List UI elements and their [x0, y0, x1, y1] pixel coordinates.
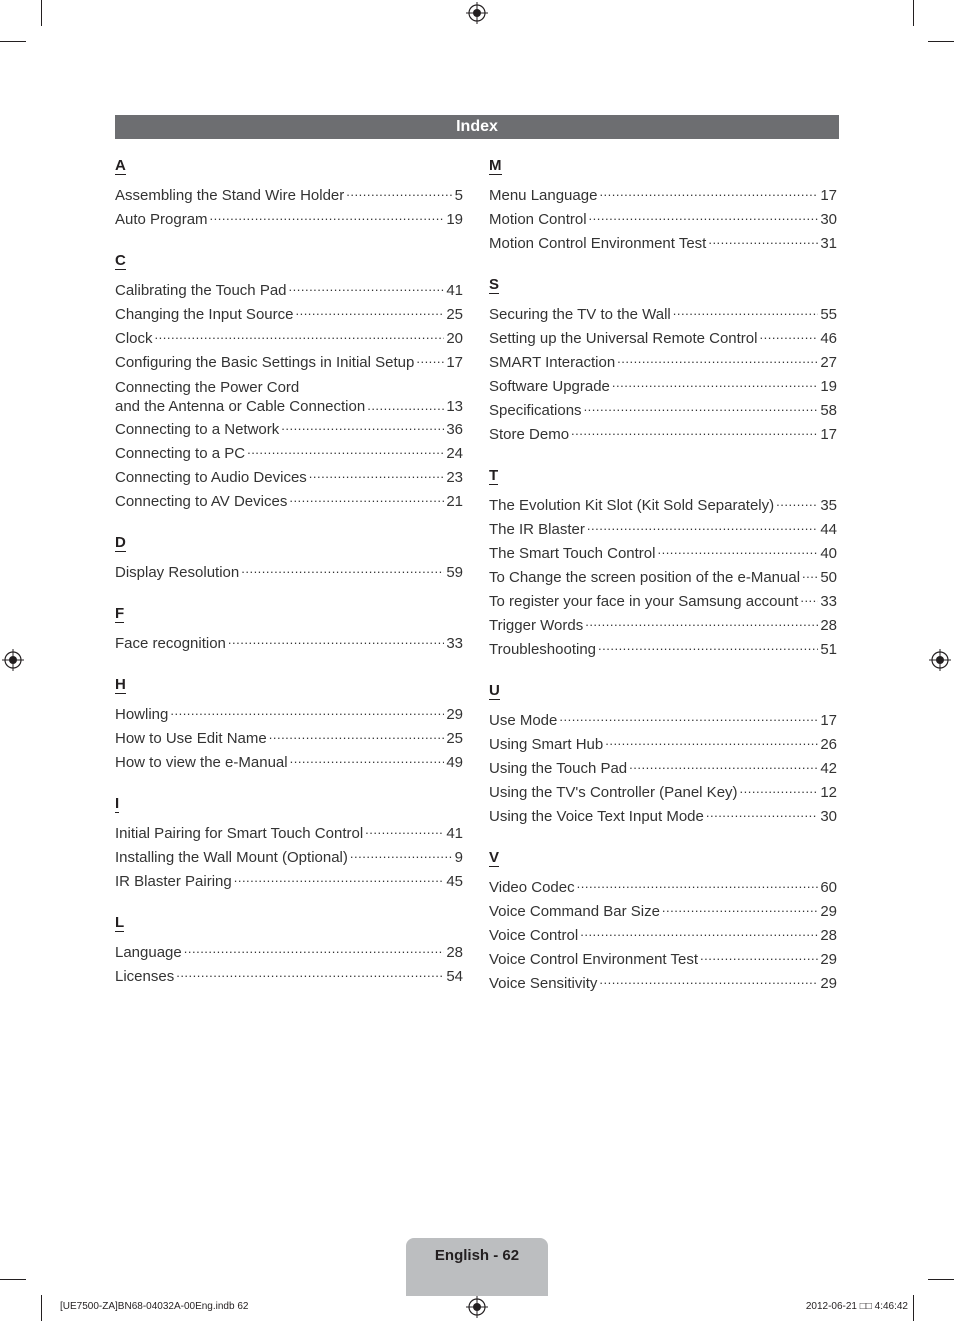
entry-text: Auto Program [115, 211, 208, 228]
page-ref: 29 [446, 706, 463, 723]
page-ref: 29 [820, 903, 837, 920]
index-entry[interactable] [489, 900, 837, 924]
index-entry[interactable] [489, 781, 837, 805]
entry-text: IR Blaster Pairing [115, 873, 232, 890]
crop-mark [928, 1279, 954, 1280]
dot-leader [346, 186, 452, 200]
entry-text: Voice Command Bar Size [489, 903, 660, 920]
page-ref: 33 [446, 635, 463, 652]
dot-leader [585, 616, 818, 630]
page-ref: 41 [446, 282, 463, 299]
entry-text: Connecting the Power Cord [115, 379, 300, 396]
page-ref: 36 [446, 421, 463, 438]
dot-leader [587, 520, 818, 534]
dot-leader [776, 496, 818, 510]
dot-leader [599, 186, 818, 200]
index-entry[interactable] [115, 378, 463, 416]
index-section [489, 467, 837, 662]
dot-leader [269, 729, 445, 743]
page-ref: 49 [446, 754, 463, 771]
index-section [115, 252, 463, 514]
crop-mark [913, 1295, 914, 1321]
section-letter: A [115, 157, 126, 174]
section-letter: C [115, 252, 126, 269]
entry-text: Licenses [115, 968, 175, 985]
dot-leader [584, 401, 819, 415]
dot-leader [309, 468, 445, 482]
index-entry[interactable] [115, 561, 463, 585]
dot-leader [617, 353, 818, 367]
dot-leader [295, 305, 444, 319]
entry-text: Face recognition [115, 635, 226, 652]
section-letter: U [489, 682, 500, 699]
page-ref: 30 [820, 808, 837, 825]
page-ref: 54 [446, 968, 463, 985]
print-timestamp: 2012-06-21 □□ 4:46:42 [805, 1301, 908, 1312]
page-ref: 12 [820, 784, 837, 801]
index-section [115, 914, 463, 989]
entry-text: SMART Interaction [489, 354, 616, 371]
section-letter: D [115, 534, 126, 551]
index-entry[interactable] [489, 303, 837, 327]
index-entry[interactable] [115, 327, 463, 351]
index-entry[interactable] [489, 972, 837, 996]
entry-text: Calibrating the Touch Pad [115, 282, 287, 299]
entry-text: Configuring the Basic Settings in Initial Setup [115, 354, 415, 371]
dot-leader [708, 234, 818, 248]
page-ref: 24 [446, 445, 463, 462]
entry-text: To register your face in your Samsung account [489, 593, 799, 610]
index-entry[interactable] [489, 494, 837, 518]
index-section [489, 276, 837, 447]
dot-leader [612, 377, 818, 391]
page-ref: 25 [446, 730, 463, 747]
dot-leader [290, 753, 445, 767]
entry-text: Clock [115, 330, 153, 347]
index-entry[interactable] [489, 924, 837, 948]
index-entry[interactable] [115, 846, 463, 870]
dot-leader [241, 563, 444, 577]
index-entry[interactable] [115, 941, 463, 965]
entry-text: How to Use Edit Name [115, 730, 267, 747]
page-ref: 21 [446, 493, 463, 510]
index-section [115, 795, 463, 894]
crop-mark [0, 1279, 26, 1280]
index-entry[interactable] [489, 351, 837, 375]
entry-text: The Evolution Kit Slot (Kit Sold Separately) [489, 497, 775, 514]
dot-leader [599, 974, 818, 988]
section-letter: M [489, 157, 502, 174]
dot-leader [759, 329, 818, 343]
entry-text: Using the TV's Controller (Panel Key) [489, 784, 738, 801]
dot-leader [571, 425, 818, 439]
registration-mark-icon [2, 649, 24, 671]
page-ref: 17 [820, 426, 837, 443]
index-section [115, 605, 463, 656]
index-entry[interactable] [115, 632, 463, 656]
registration-mark-icon [466, 2, 488, 24]
index-column-left [115, 157, 463, 1009]
dot-leader [577, 878, 819, 892]
index-entry[interactable] [115, 751, 463, 775]
registration-mark-icon [929, 649, 951, 671]
crop-mark [928, 41, 954, 42]
page-ref: 44 [820, 521, 837, 538]
dot-leader [350, 848, 453, 862]
index-entry[interactable] [489, 566, 837, 590]
index-entry[interactable] [115, 703, 463, 727]
index-section [489, 682, 837, 829]
index-entry[interactable] [115, 822, 463, 846]
page-ref: 29 [820, 951, 837, 968]
page-number: English - 62 [434, 1247, 520, 1264]
dot-leader [605, 735, 818, 749]
page-number-tab [406, 1238, 548, 1296]
dot-leader [580, 926, 818, 940]
entry-text: Assembling the Stand Wire Holder [115, 187, 345, 204]
page-title: Index [115, 115, 839, 139]
index-entry[interactable] [489, 590, 837, 614]
entry-text: Voice Sensitivity [489, 975, 598, 992]
index-entry[interactable] [115, 418, 463, 442]
index-entry[interactable] [489, 184, 837, 208]
index-section [115, 676, 463, 775]
page-ref: 60 [820, 879, 837, 896]
entry-text: Setting up the Universal Remote Control [489, 330, 758, 347]
dot-leader [367, 397, 444, 411]
index-entry[interactable] [115, 303, 463, 327]
dot-leader [740, 783, 819, 797]
page-ref: 55 [820, 306, 837, 323]
entry-text: Using the Voice Text Input Mode [489, 808, 704, 825]
entry-text: Changing the Input Source [115, 306, 294, 323]
dot-leader [289, 492, 444, 506]
page-ref: 59 [446, 564, 463, 581]
dot-leader [662, 902, 818, 916]
index-entry[interactable] [489, 208, 837, 232]
entry-text: Installing the Wall Mount (Optional) [115, 849, 348, 866]
page-ref: 17 [446, 354, 463, 371]
crop-mark [41, 0, 42, 26]
dot-leader [673, 305, 819, 319]
crop-mark [0, 41, 26, 42]
page-ref: 20 [446, 330, 463, 347]
section-letter: V [489, 849, 500, 866]
entry-text: Specifications [489, 402, 582, 419]
section-letter: I [115, 795, 120, 812]
index-entry[interactable] [489, 638, 837, 662]
dot-leader [234, 872, 445, 886]
page-ref: 29 [820, 975, 837, 992]
dot-leader [589, 210, 819, 224]
page-ref: 58 [820, 402, 837, 419]
entry-text: Using the Touch Pad [489, 760, 628, 777]
entry-text: The IR Blaster [489, 521, 585, 538]
page-ref: 23 [446, 469, 463, 486]
entry-text: Connecting to AV Devices [115, 493, 288, 510]
entry-text: Store Demo [489, 426, 570, 443]
index-entry[interactable] [489, 232, 837, 256]
index-entry[interactable] [115, 965, 463, 989]
index-entry[interactable] [489, 805, 837, 829]
entry-text: Voice Control [489, 927, 579, 944]
index-section [489, 157, 837, 256]
entry-text: Software Upgrade [489, 378, 610, 395]
registration-mark-icon [466, 1296, 488, 1318]
entry-text: Troubleshooting [489, 641, 597, 658]
page-ref: 41 [446, 825, 463, 842]
index-section [489, 849, 837, 996]
section-letter: L [115, 914, 125, 931]
crop-mark [913, 0, 914, 26]
index-entry[interactable] [489, 518, 837, 542]
index-section [115, 534, 463, 585]
index-entry[interactable] [489, 327, 837, 351]
dot-leader [706, 807, 818, 821]
entry-text: To Change the screen position of the e-Manual [489, 569, 801, 586]
dot-leader [559, 711, 818, 725]
crop-mark [41, 1295, 42, 1321]
dot-leader [800, 592, 818, 606]
page-ref: 45 [446, 873, 463, 890]
entry-text: Connecting to a PC [115, 445, 246, 462]
index-section [115, 157, 463, 232]
entry-text: Language [115, 944, 182, 961]
page-ref: 35 [820, 497, 837, 514]
index-entry[interactable] [115, 466, 463, 490]
page-ref: 28 [820, 617, 837, 634]
dot-leader [281, 420, 444, 434]
index-entry[interactable] [489, 709, 837, 733]
index-entry[interactable] [489, 948, 837, 972]
index-entry[interactable] [115, 727, 463, 751]
page-ref: 25 [446, 306, 463, 323]
file-info: [UE7500-ZA]BN68-04032A-00Eng.indb 62 [60, 1301, 249, 1312]
index-entry[interactable] [489, 542, 837, 566]
index-entry[interactable] [115, 870, 463, 894]
index-entry[interactable] [115, 351, 463, 375]
entry-text: Howling [115, 706, 169, 723]
index-entry[interactable] [489, 614, 837, 638]
page-ref: 13 [446, 398, 463, 415]
index-entry[interactable] [489, 399, 837, 423]
page-ref: 9 [454, 849, 463, 866]
index-entry[interactable] [115, 184, 463, 208]
page-ref: 33 [820, 593, 837, 610]
index-column-right [489, 157, 837, 1016]
dot-leader [657, 544, 818, 558]
index-entry[interactable] [489, 733, 837, 757]
page-ref: 17 [820, 187, 837, 204]
index-entry[interactable] [489, 423, 837, 447]
entry-text: Using Smart Hub [489, 736, 604, 753]
entry-text: Securing the TV to the Wall [489, 306, 671, 323]
entry-text: Motion Control Environment Test [489, 235, 707, 252]
section-letter: F [115, 605, 125, 622]
index-entry[interactable] [489, 757, 837, 781]
dot-leader [176, 967, 444, 981]
entry-text: Connecting to Audio Devices [115, 469, 307, 486]
dot-leader [228, 634, 444, 648]
page-ref: 50 [820, 569, 837, 586]
entry-text: Use Mode [489, 712, 558, 729]
page-ref: 27 [820, 354, 837, 371]
page-ref: 26 [820, 736, 837, 753]
index-entry[interactable] [115, 208, 463, 232]
section-letter: H [115, 676, 126, 693]
dot-leader [416, 353, 444, 367]
entry-text: Trigger Words [489, 617, 584, 634]
page-ref: 19 [820, 378, 837, 395]
dot-leader [170, 705, 444, 719]
page-ref: 5 [454, 187, 463, 204]
page-ref: 28 [446, 944, 463, 961]
dot-leader [802, 568, 818, 582]
page-ref: 31 [820, 235, 837, 252]
page-ref: 40 [820, 545, 837, 562]
entry-text: Connecting to a Network [115, 421, 280, 438]
dot-leader [629, 759, 818, 773]
page-ref: 28 [820, 927, 837, 944]
dot-leader [700, 950, 818, 964]
index-entry[interactable] [489, 876, 837, 900]
index-entry[interactable] [115, 490, 463, 514]
dot-leader [210, 210, 445, 224]
dot-leader [365, 824, 444, 838]
dot-leader [598, 640, 818, 654]
page-ref: 17 [820, 712, 837, 729]
page-ref: 42 [820, 760, 837, 777]
section-letter: T [489, 467, 499, 484]
entry-text: Motion Control [489, 211, 587, 228]
entry-text: Video Codec [489, 879, 575, 896]
page-ref: 51 [820, 641, 837, 658]
entry-text: Voice Control Environment Test [489, 951, 698, 968]
index-entry[interactable] [115, 442, 463, 466]
entry-text: The Smart Touch Control [489, 545, 656, 562]
index-entry[interactable] [489, 375, 837, 399]
dot-leader [155, 329, 445, 343]
dot-leader [184, 943, 445, 957]
entry-text: Initial Pairing for Smart Touch Control [115, 825, 364, 842]
entry-text: and the Antenna or Cable Connection [115, 398, 366, 415]
dot-leader [247, 444, 444, 458]
entry-text: Menu Language [489, 187, 598, 204]
entry-text: How to view the e-Manual [115, 754, 288, 771]
entry-text: Display Resolution [115, 564, 240, 581]
page-ref: 46 [820, 330, 837, 347]
section-letter: S [489, 276, 500, 293]
index-entry[interactable] [115, 279, 463, 303]
page-ref: 30 [820, 211, 837, 228]
page-ref: 19 [446, 211, 463, 228]
dot-leader [289, 281, 445, 295]
